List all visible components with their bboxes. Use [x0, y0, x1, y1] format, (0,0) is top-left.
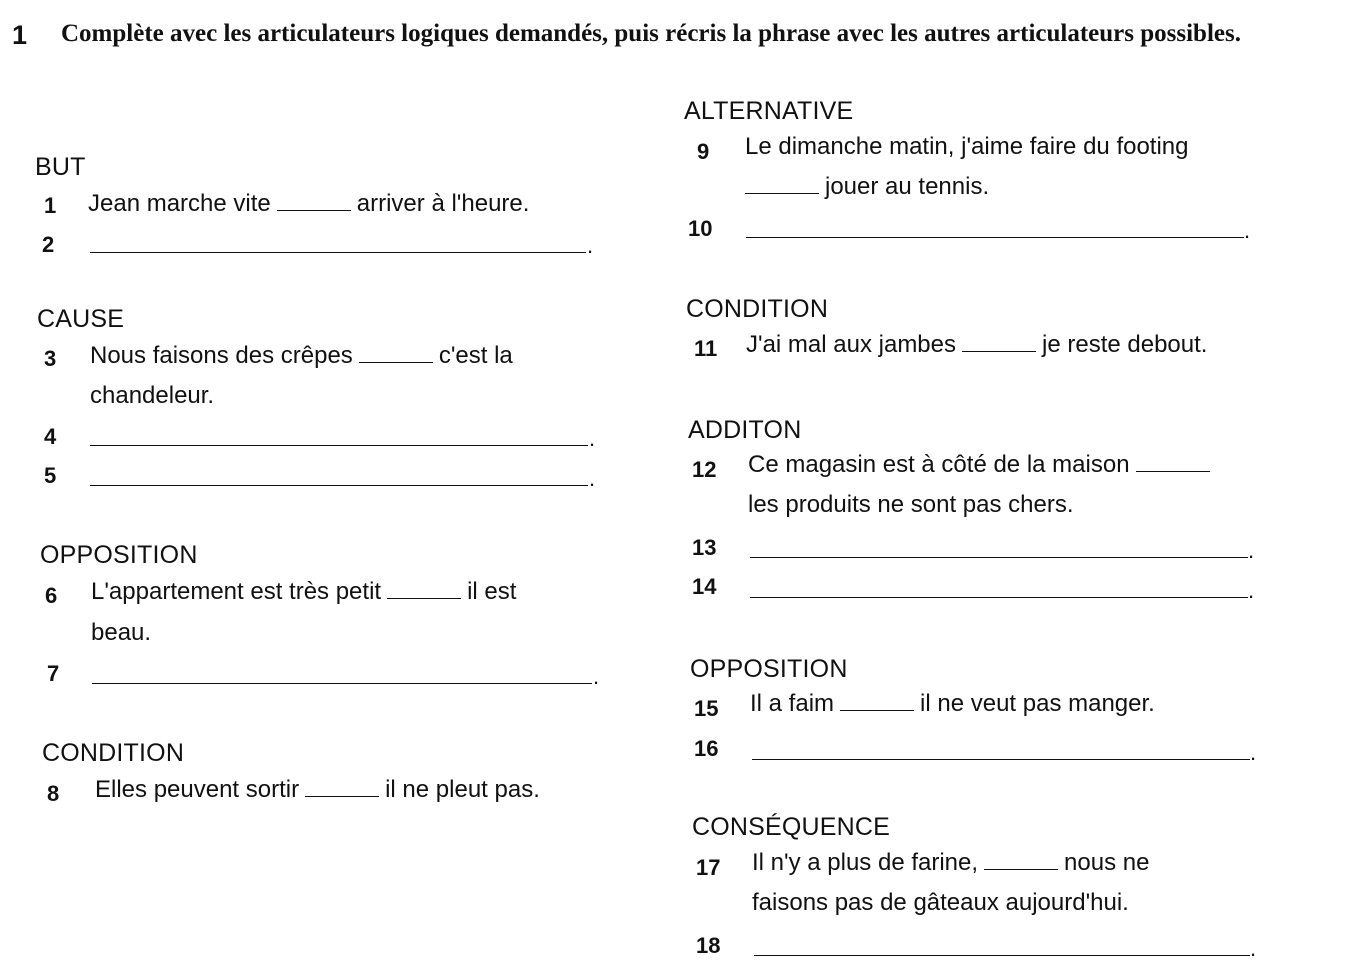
sentence-part: Ce magasin est à côté de la maison	[748, 451, 1130, 478]
sentence-part: L'appartement est très petit	[91, 578, 382, 605]
section-heading-consequence: CONSÉQUENCE	[692, 813, 891, 841]
sentence-part: Elles peuvent sortir	[95, 776, 300, 803]
answer-line[interactable]	[754, 955, 1250, 956]
sentence-part: nous ne	[1064, 849, 1150, 876]
line-end-period: .	[1250, 740, 1257, 765]
exercise-sentence	[88, 184, 529, 224]
section-heading-alternative: ALTERNATIVE	[684, 97, 854, 125]
line-end-period: .	[593, 664, 600, 689]
section-heading-opposition: OPPOSITION	[40, 541, 198, 569]
sentence-part: Jean marche vite	[88, 190, 271, 217]
item-number: 10	[688, 216, 713, 241]
exercise-number: 1	[12, 20, 28, 50]
item-number: 1	[44, 193, 57, 218]
item-number: 18	[696, 933, 721, 958]
item-number: 13	[692, 535, 717, 560]
sentence-continuation: faisons pas de gâteaux aujourd'hui.	[752, 889, 1129, 916]
fill-blank[interactable]	[359, 344, 433, 363]
line-end-period: .	[1248, 578, 1255, 603]
fill-blank[interactable]	[305, 778, 379, 797]
exercise-instruction: Complète avec les articulateurs logiques demandés, puis récris la phrase avec les autres articulateurs possibles.	[61, 20, 1241, 47]
item-number: 16	[694, 736, 719, 761]
exercise-sentence	[90, 336, 513, 376]
line-end-period: .	[589, 466, 596, 491]
fill-blank[interactable]	[962, 333, 1036, 352]
line-end-period: .	[1250, 936, 1257, 961]
fill-blank[interactable]	[277, 192, 351, 211]
item-number: 5	[44, 463, 57, 488]
item-number: 7	[47, 661, 60, 686]
item-number: 9	[697, 139, 710, 164]
item-number: 4	[44, 424, 57, 449]
section-heading-addition: ADDITON	[688, 416, 802, 444]
section-heading-opposition: OPPOSITION	[690, 655, 848, 683]
fill-blank[interactable]	[840, 692, 914, 711]
sentence-part: il est	[467, 578, 517, 605]
answer-line[interactable]	[750, 557, 1248, 558]
fill-blank[interactable]	[745, 175, 819, 194]
answer-line[interactable]	[746, 237, 1244, 238]
item-number: 2	[42, 232, 55, 257]
sentence-part: il ne veut pas manger.	[920, 690, 1155, 717]
exercise-sentence: Le dimanche matin, j'aime faire du footing	[745, 133, 1189, 160]
answer-line[interactable]	[90, 485, 588, 486]
item-number: 11	[694, 336, 718, 361]
sentence-part: je reste debout.	[1042, 331, 1208, 358]
sentence-part: Nous faisons des crêpes	[90, 342, 353, 369]
item-number: 8	[47, 781, 60, 806]
item-number: 12	[692, 457, 717, 482]
section-heading-condition: CONDITION	[42, 739, 185, 767]
answer-line[interactable]	[90, 252, 586, 253]
exercise-sentence	[750, 684, 1155, 724]
item-number: 15	[694, 696, 719, 721]
sentence-continuation: les produits ne sont pas chers.	[748, 491, 1074, 518]
line-end-period: .	[1244, 218, 1251, 243]
exercise-sentence	[95, 770, 540, 810]
item-number: 6	[45, 583, 58, 608]
line-end-period: .	[587, 233, 594, 258]
answer-line[interactable]	[750, 597, 1248, 598]
exercise-sentence	[91, 572, 516, 612]
sentence-part: Il a faim	[750, 690, 835, 717]
sentence-part: J'ai mal aux jambes	[746, 331, 956, 358]
section-heading-cause: CAUSE	[37, 305, 125, 333]
sentence-continuation: chandeleur.	[90, 382, 215, 409]
section-heading-but: BUT	[35, 153, 86, 181]
item-number: 14	[692, 574, 717, 599]
exercise-sentence	[748, 445, 1216, 485]
line-end-period: .	[589, 426, 596, 451]
answer-line[interactable]	[752, 759, 1250, 760]
answer-line[interactable]	[90, 445, 588, 446]
sentence-part: il ne pleut pas.	[385, 776, 540, 803]
sentence-part: jouer au tennis.	[825, 173, 990, 200]
line-end-period: .	[1248, 538, 1255, 563]
fill-blank[interactable]	[984, 851, 1058, 870]
sentence-continuation	[745, 167, 989, 207]
sentence-part: arriver à l'heure.	[356, 190, 530, 217]
sentence-continuation: beau.	[91, 619, 152, 646]
sentence-part: c'est la	[438, 342, 513, 369]
sentence-part: Il n'y a plus de farine,	[752, 849, 979, 876]
exercise-sentence	[746, 325, 1207, 365]
answer-line[interactable]	[92, 683, 592, 684]
exercise-sentence	[752, 843, 1149, 883]
fill-blank[interactable]	[387, 580, 461, 599]
section-heading-condition: CONDITION	[686, 295, 829, 323]
fill-blank[interactable]	[1136, 453, 1210, 472]
item-number: 3	[44, 346, 57, 371]
item-number: 17	[696, 855, 721, 880]
